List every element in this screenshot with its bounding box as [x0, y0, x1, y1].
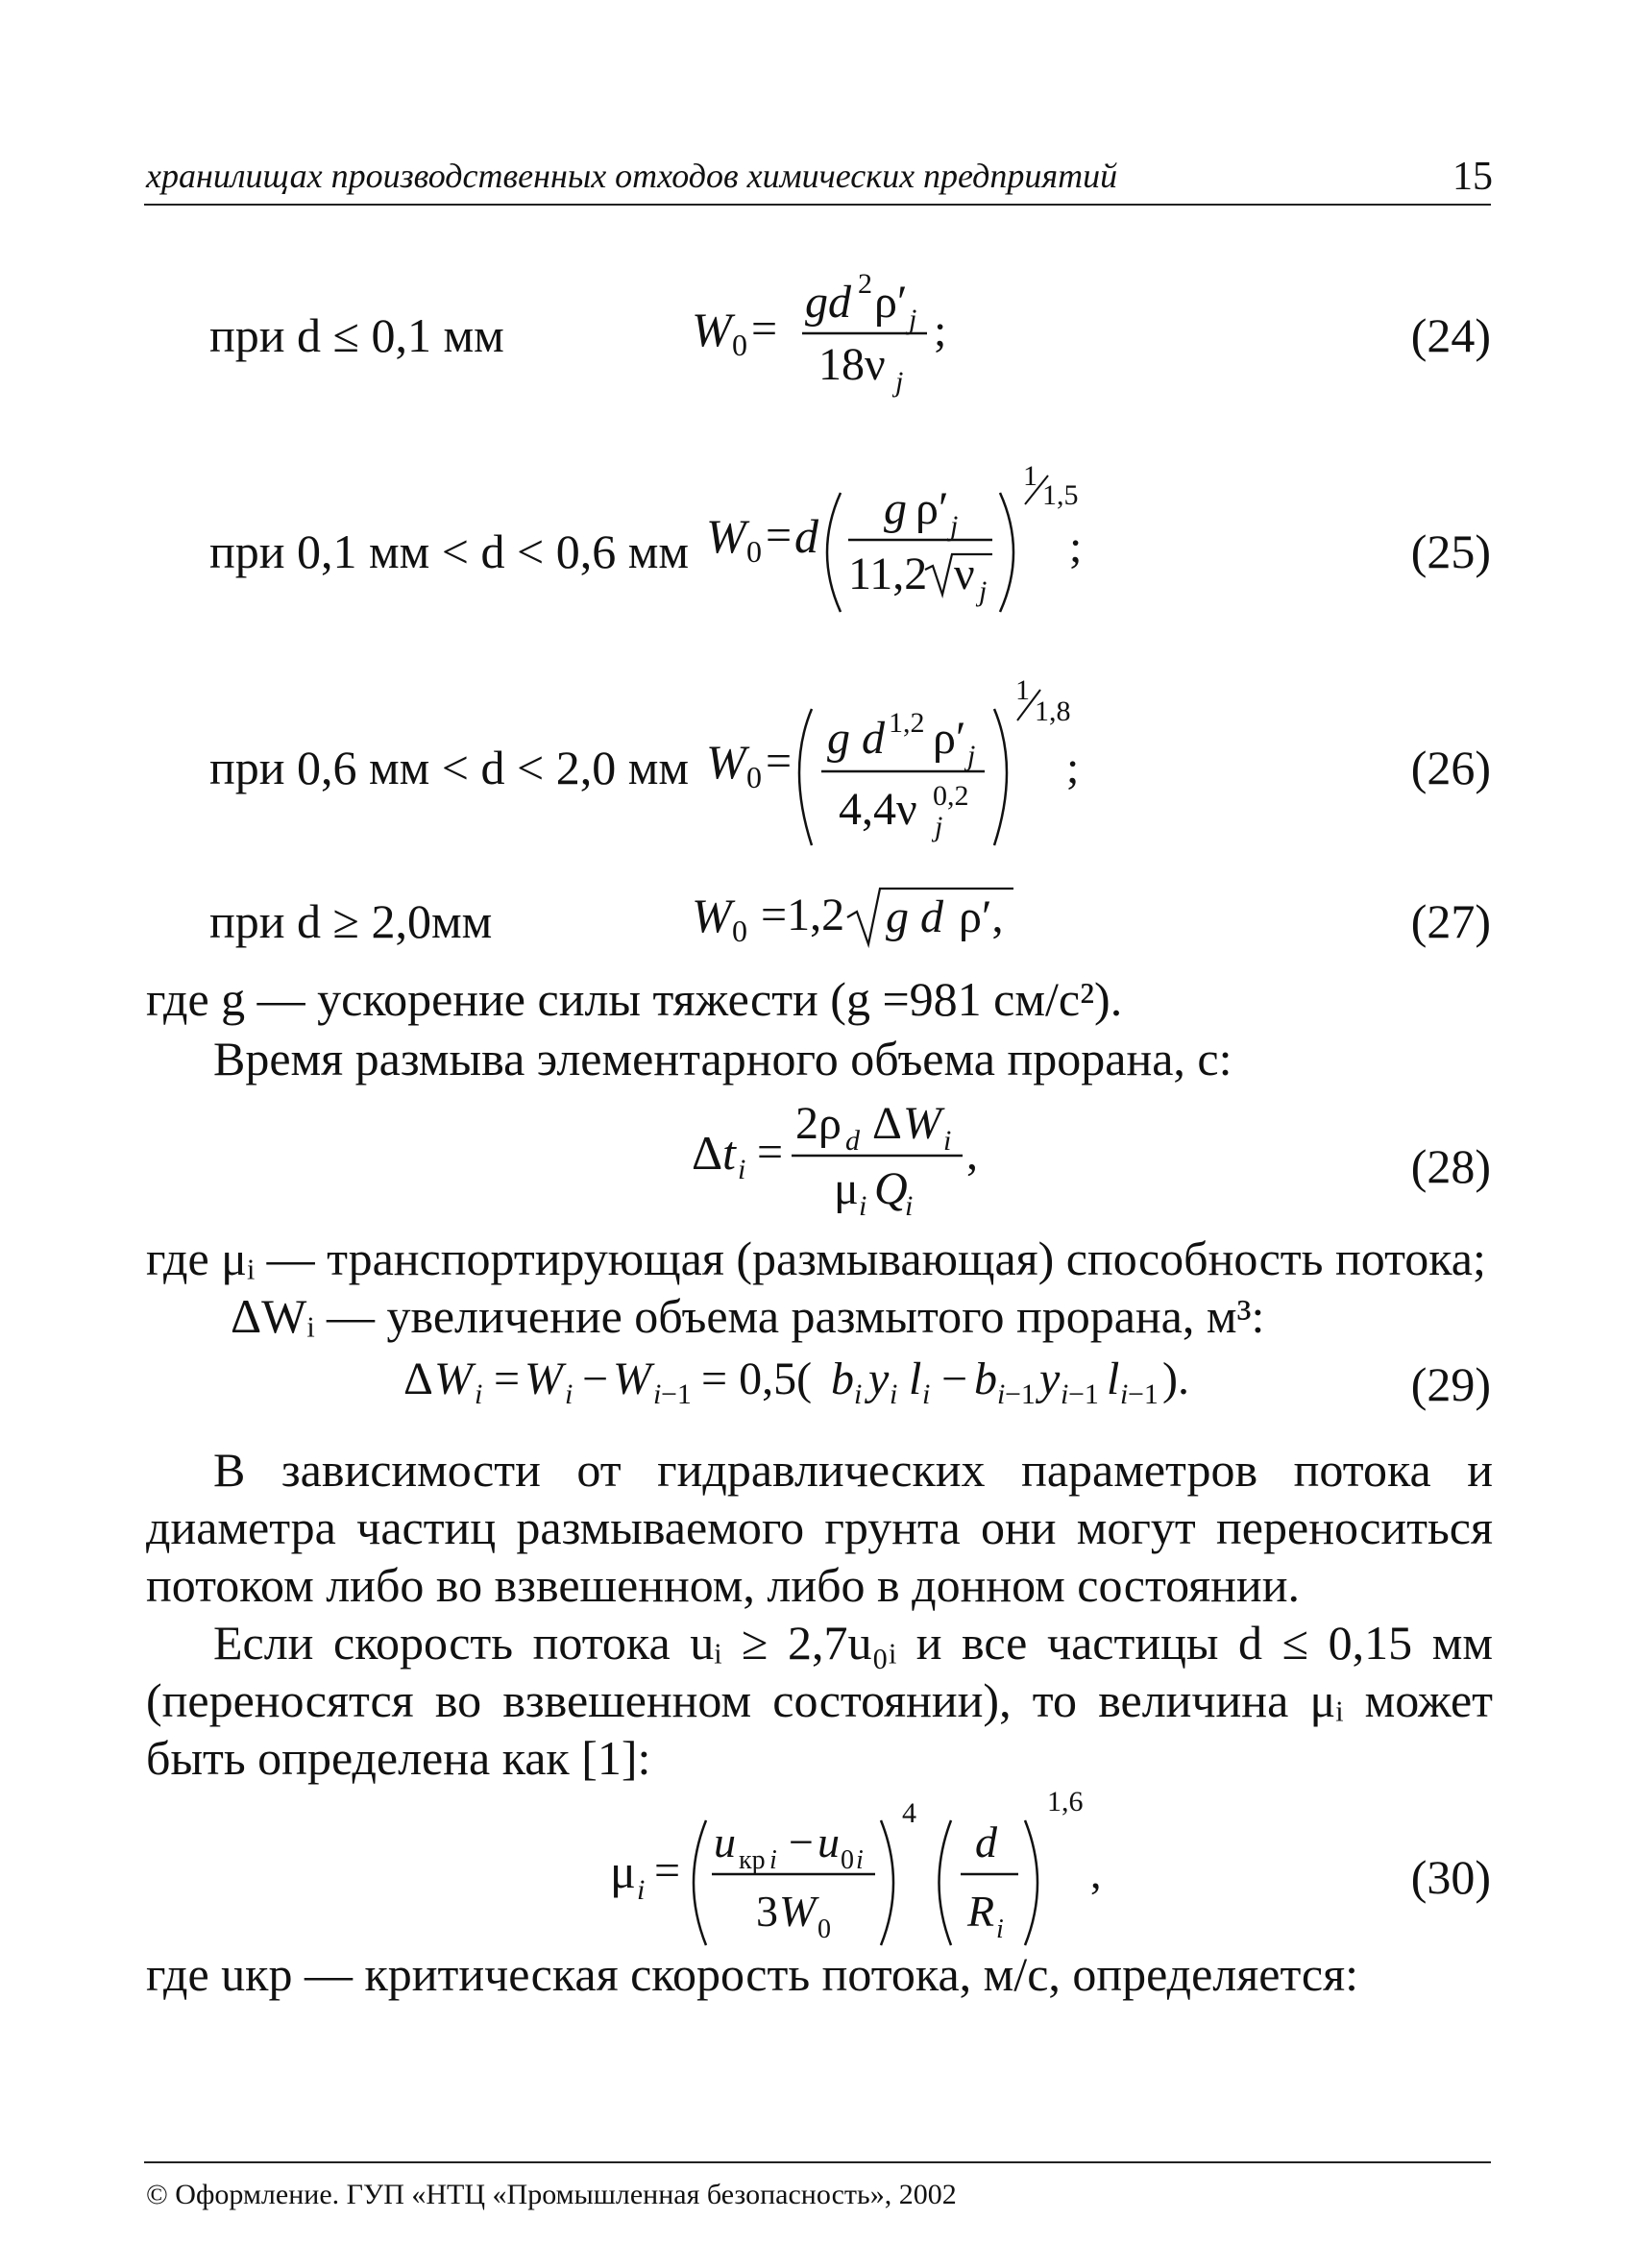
svg-text:l: l — [909, 1353, 922, 1404]
svg-text:i: i — [856, 1845, 864, 1875]
eq28-formula — [692, 1090, 1037, 1234]
eq27-condition: при d ≥ 2,0мм — [209, 894, 493, 948]
svg-text:μ: μ — [834, 1163, 859, 1214]
svg-text:−1: −1 — [1005, 1378, 1036, 1410]
svg-text:ρ′: ρ′ — [874, 277, 908, 328]
svg-text:i: i — [922, 1378, 931, 1410]
svg-text:1,2: 1,2 — [889, 707, 925, 739]
svg-text:).: ). — [1162, 1353, 1189, 1404]
svg-text:i: i — [1120, 1378, 1129, 1410]
svg-text:= 0,5(: = 0,5( — [701, 1353, 813, 1404]
page-number: 15 — [1452, 155, 1493, 199]
svg-text:i: i — [769, 1845, 777, 1875]
svg-text:u: u — [818, 1817, 840, 1866]
svg-text:j: j — [979, 575, 988, 607]
svg-text:18ν: 18ν — [818, 339, 886, 390]
svg-text:−: − — [582, 1353, 609, 1404]
svg-text:j: j — [895, 366, 904, 398]
svg-text:=: = — [766, 510, 793, 561]
svg-text:W: W — [692, 889, 732, 942]
svg-text:W: W — [706, 735, 746, 789]
svg-text:d: d — [794, 509, 818, 563]
svg-text:u: u — [714, 1817, 736, 1866]
svg-text:0: 0 — [732, 914, 747, 948]
svg-text:j: j — [950, 510, 959, 542]
svg-text:=: = — [751, 304, 778, 354]
eq24-condition: при d ≤ 0,1 мм — [209, 308, 504, 362]
svg-text:4,4ν: 4,4ν — [839, 784, 917, 835]
svg-text:W: W — [613, 1353, 651, 1404]
svg-text:i: i — [475, 1378, 483, 1410]
svg-text:i: i — [738, 1154, 746, 1185]
svg-text:j: j — [967, 740, 976, 771]
svg-text:b: b — [974, 1353, 997, 1404]
svg-text:W: W — [525, 1353, 563, 1404]
header-rule — [144, 204, 1491, 206]
svg-text:1: 1 — [1023, 460, 1037, 492]
svg-text:μ: μ — [610, 1844, 636, 1898]
svg-text:−: − — [941, 1353, 968, 1404]
where-ukr-text: где uкр — критическая скорость потока, м/с, определяется: — [146, 1947, 1358, 2001]
svg-text:i: i — [637, 1874, 646, 1906]
svg-text:0: 0 — [732, 328, 747, 362]
svg-text:11,2: 11,2 — [848, 549, 928, 599]
eq27-number: (27) — [1410, 894, 1491, 948]
svg-text:b: b — [831, 1353, 854, 1404]
svg-text:кр: кр — [739, 1845, 766, 1875]
svg-text:W: W — [706, 509, 746, 563]
svg-text:1,5: 1,5 — [1042, 479, 1079, 511]
svg-text:j: j — [909, 304, 917, 335]
svg-text:−1: −1 — [661, 1378, 692, 1410]
svg-text:1,8: 1,8 — [1035, 695, 1071, 727]
paragraph-2: Если скорость потока uᵢ ≥ 2,7u₀ᵢ и все частицы d ≤ 0,15 мм (переносятся во взвешенном состоянии), то величина μᵢ может быть определена как [1]: — [146, 1616, 1493, 1785]
eq25-formula — [706, 447, 1110, 639]
eq24-number: (24) — [1410, 308, 1491, 362]
svg-text:i: i — [565, 1378, 573, 1410]
eq30-formula — [610, 1782, 1148, 1964]
svg-text:Δ: Δ — [872, 1098, 902, 1149]
svg-text:j: j — [935, 811, 943, 842]
svg-text:=: = — [766, 736, 793, 787]
footer-copyright: © Оформление. ГУП «НТЦ «Промышленная безопасность», 2002 — [146, 2179, 957, 2210]
svg-text:i: i — [943, 1125, 952, 1157]
svg-text:0: 0 — [746, 760, 762, 794]
svg-text:W: W — [903, 1098, 941, 1149]
svg-text:4: 4 — [902, 1797, 916, 1829]
svg-text:i: i — [996, 1914, 1004, 1944]
eq27-formula — [692, 869, 1095, 956]
svg-text:ρ′: ρ′ — [933, 713, 966, 764]
svg-text:R: R — [967, 1887, 995, 1936]
svg-text:;: ; — [934, 305, 947, 356]
svg-text:W: W — [779, 1887, 817, 1936]
svg-text:g d: g d — [886, 891, 943, 942]
where-g-text: где g — ускорение силы тяжести (g =981 см/с²). — [146, 972, 1123, 1026]
svg-text:0,2: 0,2 — [933, 780, 969, 812]
eq28-number: (28) — [1410, 1139, 1491, 1193]
svg-text:1,6: 1,6 — [1047, 1786, 1084, 1817]
svg-text:0: 0 — [818, 1914, 831, 1944]
svg-text:;: ; — [1069, 522, 1083, 573]
svg-text:l: l — [1107, 1353, 1120, 1404]
svg-text:0: 0 — [841, 1845, 854, 1875]
svg-text:=: = — [654, 1845, 681, 1896]
svg-text:=: = — [494, 1353, 521, 1404]
svg-text:2ρ: 2ρ — [795, 1098, 842, 1149]
svg-text:i: i — [1061, 1378, 1069, 1410]
svg-text:2: 2 — [858, 268, 872, 300]
svg-text:t: t — [722, 1126, 736, 1180]
svg-text:d: d — [975, 1817, 997, 1866]
svg-text:g d: g d — [827, 713, 885, 764]
svg-text:3: 3 — [756, 1887, 778, 1936]
footer-rule — [144, 2161, 1491, 2163]
svg-text:W: W — [692, 303, 732, 356]
eq30-number: (30) — [1410, 1850, 1491, 1904]
erosion-time-text: Время размыва элементарного объема прорана, с: — [213, 1032, 1232, 1085]
running-title: хранилищах производственных отходов химических предприятий — [146, 157, 1118, 195]
svg-text:i: i — [997, 1378, 1006, 1410]
eq26-number: (26) — [1410, 741, 1491, 794]
svg-text:i: i — [653, 1378, 662, 1410]
svg-text:−: − — [789, 1817, 814, 1866]
delta-w-text: ΔWᵢ — увеличение объема размытого прорана, м³: — [231, 1289, 1265, 1343]
svg-text:Δ: Δ — [692, 1126, 723, 1180]
svg-text:Q: Q — [874, 1163, 908, 1214]
eq26-condition: при 0,6 мм < d < 2,0 мм — [209, 741, 689, 794]
where-mu-text: где μᵢ — транспортирующая (размывающая) способность потока; — [146, 1232, 1486, 1285]
svg-text:−1: −1 — [1068, 1378, 1099, 1410]
eq25-number: (25) — [1410, 524, 1491, 578]
svg-text:gd: gd — [805, 277, 851, 328]
svg-text:=1,2: =1,2 — [761, 890, 845, 940]
svg-text:−1: −1 — [1128, 1378, 1159, 1410]
svg-text:g: g — [884, 483, 907, 534]
eq29-formula — [403, 1340, 1249, 1417]
svg-text:y: y — [868, 1353, 890, 1404]
svg-text:d: d — [845, 1125, 860, 1157]
svg-text:i: i — [905, 1190, 914, 1222]
svg-text:;: ; — [1066, 743, 1080, 793]
svg-text:=: = — [757, 1127, 784, 1178]
svg-text:Δ: Δ — [403, 1353, 433, 1404]
svg-text:W: W — [434, 1353, 473, 1404]
svg-text:y: y — [1039, 1353, 1061, 1404]
svg-text:i: i — [890, 1378, 898, 1410]
paragraph-1: В зависимости от гидравлических параметров потока и диаметра частиц размываемого грунта они могут переноситься потоком либо во взвешенном, либо в донном состоянии. — [146, 1443, 1493, 1612]
svg-text:ρ′: ρ′ — [915, 483, 949, 534]
svg-text:i: i — [859, 1190, 867, 1222]
svg-text:ν: ν — [954, 549, 975, 599]
svg-text:0: 0 — [746, 534, 762, 569]
svg-text:i: i — [854, 1378, 863, 1410]
eq25-condition: при 0,1 мм < d < 0,6 мм — [209, 524, 689, 578]
svg-text:ρ′,: ρ′, — [959, 891, 1004, 942]
eq24-formula — [692, 259, 980, 413]
eq29-number: (29) — [1410, 1357, 1491, 1411]
svg-text:,: , — [966, 1129, 978, 1180]
svg-text:,: , — [1090, 1848, 1102, 1897]
svg-text:1: 1 — [1015, 674, 1030, 706]
eq26-formula — [706, 672, 1119, 865]
